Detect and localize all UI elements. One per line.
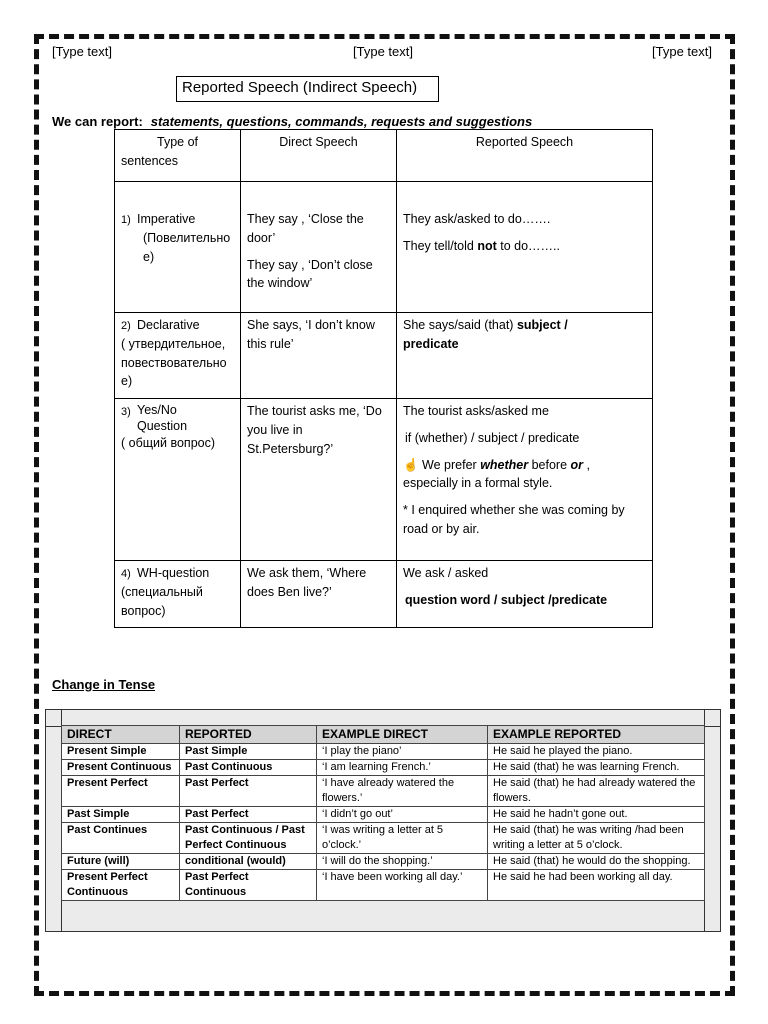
row-number: 4) — [121, 568, 131, 580]
usage-example: * I enquired whether she was coming by road or by air. — [403, 503, 625, 536]
example-reported: He said he had been working all day. — [488, 870, 705, 901]
tense-section-title: Change in Tense — [52, 677, 156, 692]
example-reported: He said (that) he had already watered the flowers. — [488, 776, 705, 807]
header-left: [Type text] — [52, 44, 112, 59]
header-direct: Direct Speech — [241, 130, 397, 182]
table-row — [62, 760, 705, 776]
reported-pattern: if (whether) / subject / predicate — [405, 430, 580, 445]
header-type-cell — [115, 130, 241, 182]
direct-tense: Present Perfect Continuous — [62, 870, 180, 901]
header-type-line1: Type of — [157, 135, 198, 149]
example-direct: ‘I play the piano’ — [317, 744, 488, 760]
reported-cell-imperative — [397, 182, 653, 313]
example-reported: He said (that) he was learning French. — [488, 760, 705, 776]
table-row-declarative — [115, 313, 653, 399]
reported-example-1: We ask / asked — [403, 566, 489, 580]
type-name: WH-question — [137, 566, 210, 580]
note-emphasis: whether — [480, 457, 529, 472]
reported-example-1: They ask/asked to do……. — [403, 212, 551, 226]
table-row-wh — [115, 561, 653, 628]
table-row — [62, 776, 705, 807]
tense-header-cell: EXAMPLE REPORTED — [488, 726, 705, 744]
reported-text: She says/said (that) — [403, 318, 517, 332]
type-name: Declarative — [137, 318, 200, 332]
table-row — [62, 744, 705, 760]
usage-note — [403, 456, 646, 494]
reported-tense: Past Perfect Continuous — [180, 870, 317, 901]
reported-tense: Past Simple — [180, 744, 317, 760]
table-row — [62, 823, 705, 854]
tense-header-cell: DIRECT — [62, 726, 180, 744]
tense-table — [61, 725, 705, 901]
reported-cell-yesno — [397, 399, 653, 561]
example-direct: ‘I didn’t go out’ — [317, 807, 488, 823]
type-ru: ( общий вопрос) — [121, 436, 216, 450]
type-cell-wh — [115, 561, 241, 628]
header-center: [Type text] — [353, 44, 413, 59]
row-number: 2) — [121, 320, 131, 332]
reported-pattern: question word / subject /predicate — [405, 592, 608, 607]
example-direct: ‘I have been working all day.’ — [317, 870, 488, 901]
header-type-line2: sentences — [121, 153, 178, 168]
note-text: We prefer — [418, 457, 481, 472]
table-row — [62, 807, 705, 823]
type-ru: (специальный вопрос) — [121, 584, 203, 618]
direct-tense: Future (will) — [62, 854, 180, 870]
reported-tense: Past Continuous — [180, 760, 317, 776]
intro-label: We can report: — [52, 114, 143, 129]
reported-tense: conditional (would) — [180, 854, 317, 870]
intro-line — [52, 114, 532, 129]
reported-emphasis: subject / — [516, 318, 568, 332]
reported-example-2 — [403, 237, 646, 256]
reported-tense: Past Perfect — [180, 807, 317, 823]
example-reported: He said (that) he was writing /had been writing a letter at 5 o’clock. — [488, 823, 705, 854]
header-reported: Reported Speech — [397, 130, 653, 182]
direct-tense: Present Simple — [62, 744, 180, 760]
table-row — [62, 854, 705, 870]
direct-cell-declarative: She says, ‘I don’t know this rule’ — [241, 313, 397, 399]
reported-tense: Past Continuous / Past Perfect Continuous — [180, 823, 317, 854]
type-cell-declarative — [115, 313, 241, 399]
type-cell-yesno — [115, 399, 241, 561]
type-cell-imperative — [115, 182, 241, 313]
example-direct: ‘I will do the shopping.’ — [317, 854, 488, 870]
type-ru: ( утвердительное, повествовательно е) — [121, 336, 227, 389]
reported-speech-table — [114, 129, 653, 628]
direct-tense: Present Perfect — [62, 776, 180, 807]
type-name: Yes/No Question — [137, 403, 188, 433]
table-row — [62, 870, 705, 901]
note-emphasis: or — [570, 457, 584, 472]
reported-emphasis: predicate — [403, 336, 459, 351]
example-reported: He said (that) he would do the shopping. — [488, 854, 705, 870]
table-header-row — [115, 130, 653, 182]
direct-tense: Past Continues — [62, 823, 180, 854]
direct-example-1: They say , ‘Close the door’ — [247, 212, 364, 245]
reported-tense: Past Perfect — [180, 776, 317, 807]
reported-cell-declarative — [397, 313, 653, 399]
type-name: Imperative — [137, 212, 196, 226]
direct-cell-yesno: The tourist asks me, ‘Do you live in St.Petersburg?’ — [241, 399, 397, 561]
reported-cell-wh — [397, 561, 653, 628]
tense-header-cell: EXAMPLE DIRECT — [317, 726, 488, 744]
row-number: 1) — [121, 214, 131, 226]
example-direct: ‘I am learning French.’ — [317, 760, 488, 776]
type-ru: (Повелительно е) — [143, 230, 231, 264]
header-right: [Type text] — [652, 44, 712, 59]
direct-example-2: They say , ‘Don’t close the window’ — [247, 257, 373, 291]
reported-emphasis: not — [477, 238, 497, 253]
direct-cell-imperative — [241, 182, 397, 313]
hand-pointing-icon: ☝ — [403, 457, 419, 472]
tense-header-cell: REPORTED — [180, 726, 317, 744]
page-title: Reported Speech (Indirect Speech) — [176, 76, 439, 102]
reported-text: They tell/told — [403, 238, 478, 253]
reported-example-1: The tourist asks/asked me — [403, 404, 549, 418]
table-row-yesno — [115, 399, 653, 561]
example-direct: ‘I have already watered the flowers.’ — [317, 776, 488, 807]
direct-tense: Past Simple — [62, 807, 180, 823]
direct-cell-wh: We ask them, ‘Where does Ben live?’ — [241, 561, 397, 628]
example-reported: He said he played the piano. — [488, 744, 705, 760]
table-row-imperative — [115, 182, 653, 313]
note-text: before — [528, 457, 571, 472]
example-reported: He said he hadn’t gone out. — [488, 807, 705, 823]
row-number: 3) — [121, 406, 131, 418]
direct-tense: Present Continuous — [62, 760, 180, 776]
intro-items: statements, questions, commands, requests and suggestions — [150, 114, 533, 129]
tense-header-row — [62, 726, 705, 744]
note-text: , especially in a formal style. — [403, 457, 590, 491]
example-direct: ‘I was writing a letter at 5 o’clock.’ — [317, 823, 488, 854]
reported-text: to do…….. — [496, 238, 561, 253]
